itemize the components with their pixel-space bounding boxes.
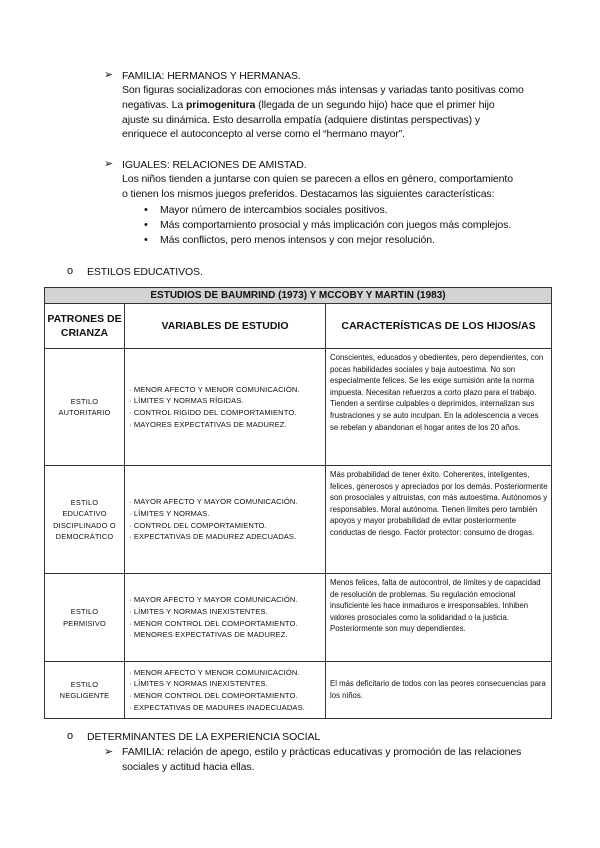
iguales-bullet-3: Más conflictos, pero menos intensos y con mejor resolución. bbox=[160, 234, 435, 246]
determinantes-heading: DETERMINANTES DE LA EXPERIENCIA SOCIAL bbox=[87, 731, 321, 743]
vars-cell: · MENOR AFECTO Y MENOR COMUNICACIÓN. · LÍMITES Y NORMAS INEXISTENTES. · MENOR CONTROL DEL COMPORTAMIENTO. · EXPECTATIVAS DE MADURES INADECUADAS. bbox=[125, 662, 326, 719]
table-row bbox=[45, 574, 552, 662]
determinantes-familia-line-2: sociales y actitud hacia ellas. bbox=[122, 761, 255, 773]
chars-cell: Más probabilidad de tener éxito. Coherentes, inteligentes, felices, generosos y apreciados por los demás. Posteriormente son prosociales y altruistas, con más autoestima. Autónomos y responsables. Moral autónoma. Tienen límites pero también apoyos y mayor probabilidad de evitar posteriormente conductas de riesgo. Factor protector: consumo de drogas. bbox=[326, 466, 552, 574]
iguales-heading: IGUALES: RELACIONES DE AMISTAD. bbox=[122, 159, 307, 171]
chars-cell: Menos felices, falta de autocontrol, de límites y de capacidad de resolución de problemas. Su regulación emocional insuficiente les hace inmaduros e irresponsables. Inhiben valores prosociales como la solidaridad o la justicia. Posteriormente son muy dependientes. bbox=[326, 574, 552, 662]
familia-line-3: ajuste su dinámica. Esto desarrolla empatía (adquiere distintas perspectivas) y bbox=[122, 114, 481, 126]
familia-line-4: enriquece el autoconcepto al verse como el “hermano mayor”. bbox=[122, 128, 405, 140]
bullet-icon: • bbox=[144, 204, 148, 216]
familia-line-2: negativas. La primogenitura (llegada de un segundo hijo) hace que el primer hijo bbox=[122, 99, 495, 111]
vars-cell: · MAYOR AFECTO Y MAYOR COMUNICACIÓN. · LÍMITES Y NORMAS. · CONTROL DEL COMPORTAMIENTO. · EXPECTATIVAS DE MADUREZ ADECUADAS. bbox=[125, 466, 326, 574]
iguales-line-1: Los niños tienden a juntarse con quien se parecen a ellos en género, comportamiento bbox=[122, 173, 513, 185]
style-cell: ESTILO NEGLIGENTE bbox=[45, 662, 125, 719]
table-row bbox=[45, 349, 552, 466]
vars-cell: · MAYOR AFECTO Y MAYOR COMUNICACIÓN. · LÍMITES Y NORMAS INEXISTENTES. · MENOR CONTROL DEL COMPORTAMIENTO. · MENORES EXPECTATIVAS DE MADUREZ. bbox=[125, 574, 326, 662]
arrow-bullet-icon: ➢ bbox=[104, 158, 114, 170]
style-cell: ESTILO AUTORITARIO bbox=[45, 349, 125, 466]
vars-cell: · MENOR AFECTO Y MENOR COMUNICACIÓN. · LÍMITES Y NORMAS RÍGIDAS. · CONTROL RIGIDO DEL COMPORTAMIENTO. · MAYORES EXPECTATIVAS DE MADUREZ. bbox=[125, 349, 326, 466]
estilos-heading: ESTILOS EDUCATIVOS. bbox=[87, 266, 203, 278]
iguales-line-2: o tienen los mismos juegos preferidos. Destacamos las siguientes características: bbox=[122, 188, 495, 200]
arrow-bullet-icon: ➢ bbox=[104, 69, 114, 81]
chars-cell: Conscientes, educados y obedientes, pero dependientes, con pocas habilidades sociales y baja autoestima. No son especialmente felices. Se les exige sumisión ante la norma impuesta. Necesitan refuerzos a corto plazo para el trabajo. Tienden a sentirse culpables o deprimidos, internalizan sus frustraciones y se auto inculpan. En la adolescencia a veces se rebelan y abandonan el hogar antes de los 20 años. bbox=[326, 349, 552, 466]
table-title: ESTUDIOS DE BAUMRIND (1973) Y MCCOBY Y MARTIN (1983) bbox=[45, 288, 552, 304]
iguales-bullet-2: Más comportamiento prosocial y más implicación con juegos más complejos. bbox=[160, 219, 512, 231]
arrow-bullet-icon: ➢ bbox=[104, 746, 114, 758]
header-patrones: PATRONES DE CRIANZA bbox=[45, 304, 125, 349]
chars-cell: El más deficitario de todos con las peores consecuencias para los niños. bbox=[326, 662, 552, 719]
familia-line-1: Son figuras socializadoras con emociones más intensas y variadas tanto positivas como bbox=[122, 84, 524, 96]
iguales-bullet-1: Mayor número de intercambios sociales positivos. bbox=[160, 204, 388, 216]
parenting-styles-table bbox=[44, 287, 552, 719]
table-row bbox=[45, 466, 552, 574]
bullet-icon: • bbox=[144, 234, 148, 246]
circle-bullet-icon: o bbox=[67, 730, 74, 742]
style-cell: ESTILO EDUCATIVO DISCIPLINADO O DEMOCRÁTICO bbox=[45, 466, 125, 574]
header-variables: VARIABLES DE ESTUDIO bbox=[125, 304, 326, 349]
header-caracteristicas: CARACTERÍSTICAS DE LOS HIJOS/AS bbox=[326, 304, 552, 349]
determinantes-familia-line-1: FAMILIA: relación de apego, estilo y prácticas educativas y promoción de las relaciones bbox=[122, 746, 522, 758]
circle-bullet-icon: o bbox=[67, 265, 74, 277]
table-row bbox=[45, 662, 552, 719]
familia-heading: FAMILIA: HERMANOS Y HERMANAS. bbox=[122, 70, 301, 82]
style-cell: ESTILO PERMISIVO bbox=[45, 574, 125, 662]
bullet-icon: • bbox=[144, 219, 148, 231]
